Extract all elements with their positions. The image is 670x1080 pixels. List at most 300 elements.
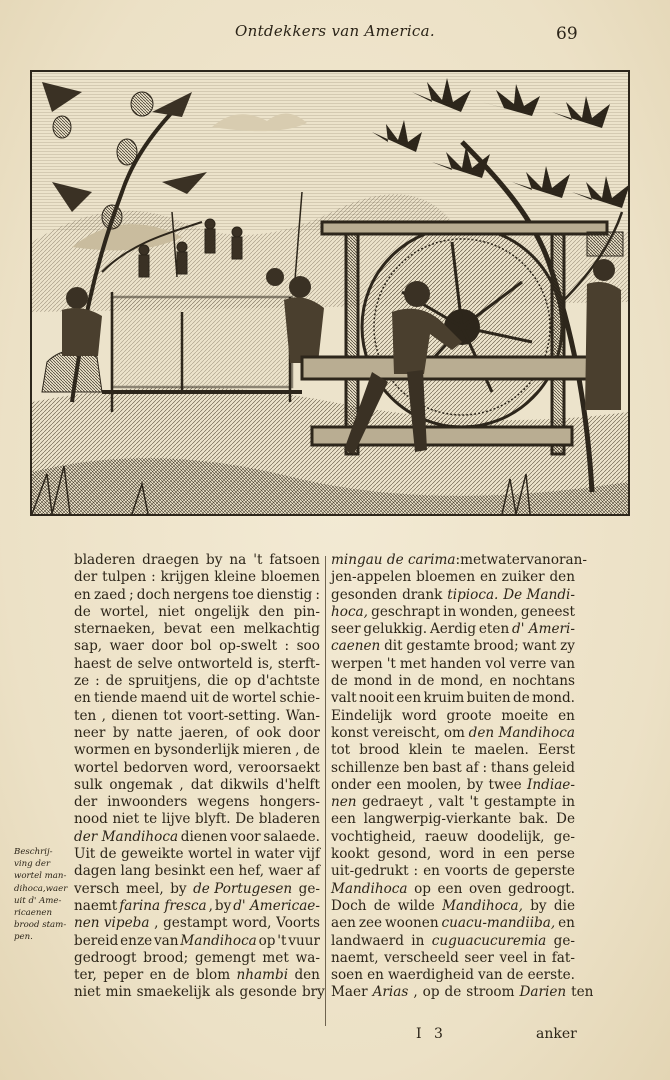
text-line: [74, 621, 320, 638]
word: natte: [136, 724, 173, 741]
margin-note-line: wortel man-: [14, 871, 67, 882]
text-line: [331, 725, 575, 742]
word: gesond,: [377, 846, 432, 863]
word: de: [172, 967, 190, 984]
word: Maer: [331, 984, 368, 1001]
word: wortel,: [100, 603, 149, 620]
word: verre: [509, 655, 547, 672]
page-number: 69: [556, 24, 578, 44]
word: valt: [331, 690, 357, 707]
word: een: [437, 880, 463, 897]
word: farina fresca: [119, 897, 207, 914]
word: by: [214, 897, 232, 914]
word: ,: [413, 984, 418, 1001]
word: dienen: [111, 707, 158, 724]
text-line: [331, 621, 575, 638]
text-line: [74, 725, 320, 742]
word: naemt,: [331, 949, 379, 966]
word: ontworteld: [177, 655, 253, 672]
word: een: [331, 811, 356, 828]
word: ongemak: [109, 776, 173, 793]
word: seer: [464, 949, 494, 966]
word: landwaerd: [331, 932, 404, 949]
word: en: [423, 863, 440, 880]
word: den Mandihoca: [468, 724, 575, 741]
word: Wan-: [285, 707, 320, 724]
word: op: [422, 984, 440, 1001]
word: de: [513, 690, 530, 707]
margin-note: [14, 846, 72, 944]
word: nen: [331, 794, 357, 811]
word: soen: [331, 967, 363, 984]
word: schie-: [279, 690, 320, 707]
word: de: [444, 984, 462, 1001]
word: Arias: [372, 984, 409, 1001]
word: mieren: [242, 742, 292, 759]
word: door: [151, 638, 183, 655]
margin-note-line: ricaenen: [14, 908, 53, 919]
margin-note-line: Beschrij-: [14, 847, 53, 857]
word: word,: [232, 915, 272, 932]
word: in: [411, 932, 425, 949]
word: fat-: [551, 949, 575, 966]
word: hoca,: [331, 603, 368, 620]
word: oran-: [550, 552, 587, 568]
word: melkachtig: [243, 621, 320, 638]
word: wonden,: [459, 603, 518, 620]
word: de: [331, 673, 348, 690]
word: op: [414, 880, 431, 897]
word: by: [530, 897, 547, 914]
word: by: [466, 776, 484, 793]
word: geleid: [532, 759, 575, 776]
word: Uit: [74, 846, 96, 863]
word: water: [254, 846, 295, 863]
grating-wheel: [362, 227, 562, 427]
word: bloemen: [416, 569, 476, 586]
text-line: [331, 915, 575, 932]
word: op: [234, 673, 252, 690]
word: den: [294, 967, 320, 984]
word: smaekelijk: [136, 984, 211, 1001]
word: ;: [129, 586, 134, 603]
word: seer: [331, 621, 361, 638]
engraving-illustration: [32, 72, 628, 514]
word: met: [262, 949, 289, 966]
word: en: [479, 569, 497, 586]
text-line: [74, 708, 320, 725]
word: d'achtste: [257, 673, 320, 690]
word: want: [522, 638, 557, 655]
word: :: [95, 673, 100, 690]
word: waerdigheid: [388, 967, 474, 984]
word: moeite: [501, 707, 549, 724]
word: bevat: [163, 621, 202, 638]
word: in: [561, 794, 575, 811]
word: draegen: [142, 552, 200, 568]
word: van: [550, 655, 575, 672]
word: word: [439, 846, 475, 863]
word: tulpen: [102, 569, 147, 586]
text-line: [331, 950, 575, 967]
word: der: [74, 794, 98, 811]
word: der: [74, 569, 98, 586]
word: ten: [74, 707, 97, 724]
word: woonen: [385, 915, 439, 932]
word: zy: [560, 638, 575, 655]
word: gedraeyt: [361, 794, 424, 811]
word: de: [303, 742, 320, 759]
word: ten: [571, 984, 594, 1001]
word: met: [460, 552, 487, 568]
word: in: [482, 846, 496, 863]
word: niet: [112, 811, 140, 828]
word: de: [212, 690, 229, 707]
word: naemt: [74, 897, 118, 914]
word: hef,: [238, 863, 265, 880]
word: waer: [268, 863, 303, 880]
word: thans: [490, 759, 529, 776]
word: bloemen: [260, 569, 320, 586]
word: gestamte: [406, 638, 471, 655]
word: drank: [402, 586, 443, 603]
word: een: [209, 863, 235, 880]
word: mond.: [532, 690, 575, 707]
word: is,: [257, 655, 274, 672]
word: werpen: [331, 655, 383, 672]
word: Mandihoca: [331, 880, 408, 897]
text-line: [331, 863, 575, 880]
text-line: [74, 829, 320, 846]
word: bak.: [518, 811, 549, 828]
margin-note-line: ving der: [14, 859, 51, 870]
text-line: [74, 742, 320, 759]
word: gedroogt.: [508, 880, 575, 897]
word: water: [486, 552, 527, 568]
word: Darien: [519, 984, 567, 1001]
text-line: [74, 777, 320, 794]
signature-mark: I 3: [416, 1026, 447, 1042]
word: toe: [232, 586, 254, 603]
word: gestampt: [163, 915, 228, 932]
word: de: [99, 846, 117, 863]
word: te: [143, 811, 158, 828]
word: handen: [430, 655, 482, 672]
word: cuguacucuremia: [431, 932, 547, 949]
word: ,: [295, 742, 300, 759]
word: caenen: [331, 638, 381, 655]
text-line: [331, 708, 575, 725]
word: ,: [179, 776, 184, 793]
word: doch: [136, 586, 171, 603]
word: tiende: [94, 690, 138, 707]
word: veroorsaekt: [238, 759, 320, 776]
word: 't: [253, 552, 263, 568]
word: 't: [277, 932, 287, 949]
word: ,: [101, 707, 106, 724]
word: maend: [140, 690, 188, 707]
word: dat: [190, 776, 214, 793]
text-line: [74, 915, 320, 932]
word: soo: [296, 638, 320, 655]
word: mingau de carima: [331, 552, 456, 568]
word: by: [112, 724, 130, 741]
word: ge-: [553, 828, 575, 845]
word: bry: [301, 984, 325, 1001]
word: Doch: [331, 897, 367, 914]
text-line: [74, 604, 320, 621]
text-line: [74, 656, 320, 673]
word: min: [105, 984, 132, 1001]
text-line: [74, 933, 320, 950]
word: en: [558, 915, 575, 932]
word: tot: [331, 742, 351, 759]
word: enze: [120, 932, 153, 949]
word: om: [443, 724, 465, 741]
text-line: [74, 898, 320, 915]
word: wortel: [232, 690, 277, 707]
word: selve: [137, 655, 173, 672]
word: dikwils: [220, 776, 269, 793]
word: lijve: [161, 811, 191, 828]
word: dienen: [180, 828, 228, 845]
word: De: [556, 811, 575, 828]
word: stroom: [466, 984, 515, 1001]
word: en: [149, 967, 167, 984]
word: uit-gedrukt: [331, 863, 409, 880]
running-title: Ontdekkers van America.: [235, 22, 435, 40]
text-line: [331, 846, 575, 863]
text-line: [331, 690, 575, 707]
word: en: [74, 690, 91, 707]
word: en: [133, 742, 151, 759]
word: ook: [256, 724, 281, 741]
text-line: [74, 811, 320, 828]
word: versch: [74, 880, 120, 897]
word: vuur: [288, 932, 320, 949]
word: Mandihoca: [180, 932, 257, 949]
text-line: [74, 569, 320, 586]
word: ze: [74, 673, 90, 690]
word: vol: [485, 655, 506, 672]
word: gelukkig.: [363, 621, 428, 638]
word: de: [74, 603, 91, 620]
word: nen vipeba: [74, 915, 150, 932]
word: zee: [358, 915, 383, 932]
word: jaeren,: [180, 724, 229, 741]
word: gesonden: [331, 586, 398, 603]
word: bladeren: [74, 552, 136, 568]
word: :: [315, 586, 320, 603]
word: gesonde: [239, 984, 297, 1001]
word: kleine: [214, 569, 257, 586]
margin-note-line: pen.: [14, 932, 33, 943]
word: buiten: [466, 690, 511, 707]
text-line: [74, 794, 320, 811]
word: een: [210, 621, 236, 638]
word: besinkt: [154, 863, 206, 880]
text-line: [74, 587, 320, 604]
word: niet: [74, 984, 101, 1001]
word: en: [558, 707, 575, 724]
word: word: [401, 707, 437, 724]
word: voort-setting.: [187, 707, 281, 724]
word: als: [215, 984, 235, 1001]
word: word,: [193, 759, 233, 776]
word: mond,: [440, 673, 484, 690]
word: cuacu-mandiiba,: [441, 915, 556, 932]
word: mond: [353, 673, 393, 690]
text-line: [331, 881, 575, 898]
text-line: [74, 552, 320, 569]
word: sterft-: [277, 655, 320, 672]
word: :: [284, 638, 290, 655]
word: na: [229, 552, 247, 568]
word: geweikte: [121, 846, 184, 863]
word: en: [489, 673, 507, 690]
word: blyft.: [195, 811, 231, 828]
word: wortel: [74, 759, 119, 776]
word: geperste: [514, 863, 575, 880]
word: bast: [432, 759, 462, 776]
word: veel: [499, 949, 528, 966]
text-line: [331, 829, 575, 846]
word: de: [417, 673, 435, 690]
word: by: [206, 552, 223, 568]
word: by: [170, 880, 187, 897]
word: ter,: [74, 967, 97, 984]
word: te: [451, 742, 466, 759]
word: niet: [158, 603, 185, 620]
text-line: [331, 587, 575, 604]
word: schillenze: [331, 759, 400, 776]
word: gestampte: [484, 794, 557, 811]
word: tot: [163, 707, 183, 724]
engraving-plate: [30, 70, 630, 516]
word: voor: [230, 828, 261, 845]
text-line: [331, 933, 575, 950]
text-line: [331, 777, 575, 794]
word: nooit: [358, 690, 394, 707]
word: ongelijk: [194, 603, 250, 620]
text-line: [331, 656, 575, 673]
papaya-fruit: [117, 139, 137, 165]
word: maelen.: [474, 742, 529, 759]
text-line: [74, 690, 320, 707]
word: wormen: [74, 742, 131, 759]
margin-note-line: dihoca,waer: [14, 883, 68, 894]
word: d' Ameri-: [512, 621, 575, 638]
word: sulk: [74, 776, 103, 793]
text-line: [331, 673, 575, 690]
word: en: [74, 586, 91, 603]
word: 't: [469, 794, 479, 811]
word: neer: [74, 724, 106, 741]
word: pin-: [293, 603, 320, 620]
word: van: [526, 552, 551, 568]
word: ge-: [553, 932, 575, 949]
word: van: [478, 967, 503, 984]
word: een: [503, 846, 529, 863]
text-line: [331, 604, 575, 621]
word: een: [396, 690, 422, 707]
word: groote: [446, 707, 492, 724]
word: ge-: [298, 880, 320, 897]
word: twee: [488, 776, 522, 793]
word: geschrapt: [371, 603, 440, 620]
word: valt: [438, 794, 465, 811]
word: tipioca.: [447, 586, 499, 603]
word: den: [258, 603, 285, 620]
word: Eindelijk: [331, 707, 392, 724]
word: wilde: [397, 897, 435, 914]
text-line: [331, 760, 575, 777]
word: De: [235, 811, 255, 828]
word: eerste.: [527, 967, 575, 984]
word: meel,: [126, 880, 164, 897]
word: jen-appelen: [331, 569, 412, 586]
word: in: [236, 846, 250, 863]
papaya-fruit: [53, 116, 71, 138]
word: langwerpig-vierkante: [363, 811, 512, 828]
word: bysonderlijk: [154, 742, 240, 759]
word: die: [207, 673, 229, 690]
word: zaed: [93, 586, 126, 603]
word: zuiker: [501, 569, 545, 586]
word: moolen,: [406, 776, 462, 793]
word: brood;: [143, 949, 189, 966]
text-line: [331, 638, 575, 655]
text-line: [74, 950, 320, 967]
word: een: [376, 776, 402, 793]
word: bladeren: [258, 811, 320, 828]
word: brood: [359, 742, 400, 759]
text-line: [331, 967, 575, 984]
word: peper: [103, 967, 144, 984]
word: op-swelt: [219, 638, 278, 655]
word: d'helft: [275, 776, 320, 793]
margin-note-line: brood stam-: [14, 920, 67, 931]
word: ,: [208, 897, 213, 914]
word: :: [413, 863, 419, 880]
word: Eerst: [538, 742, 575, 759]
word: de: [506, 967, 524, 984]
word: in: [533, 949, 547, 966]
word: gemengt: [194, 949, 256, 966]
word: de: [373, 897, 391, 914]
word: wa-: [295, 949, 320, 966]
word: sternaeken,: [74, 621, 156, 638]
text-line: [331, 569, 575, 586]
text-line: [331, 898, 575, 915]
text-line: [331, 794, 575, 811]
word: nergens: [173, 586, 229, 603]
word: hongers-: [259, 794, 320, 811]
word: dienstig: [256, 586, 313, 603]
word: waer: [109, 638, 144, 655]
word: Aerdig: [429, 621, 477, 638]
word: af: [306, 863, 320, 880]
word: :: [455, 552, 461, 568]
right-text-column: [331, 552, 594, 1002]
text-line: [74, 673, 320, 690]
word: nood: [74, 811, 108, 828]
word: wegens: [197, 794, 250, 811]
word: in: [398, 673, 412, 690]
word: geneest: [520, 603, 575, 620]
text-line: [331, 552, 587, 569]
left-text-column: [74, 552, 325, 1002]
